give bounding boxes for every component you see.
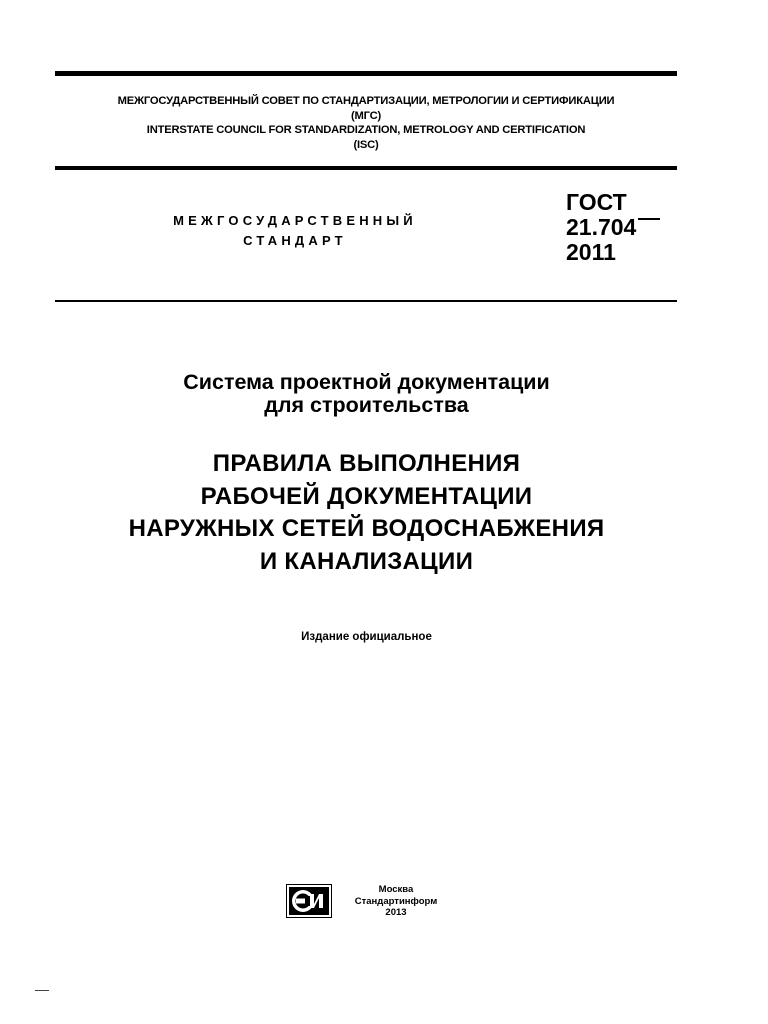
gost-number: 21.704 <box>566 214 637 240</box>
edition-note: Издание официальное <box>301 631 432 643</box>
council-abbr-en: (ISC) <box>353 138 379 151</box>
standard-type-label <box>120 211 470 251</box>
gost-label: ГОСТ <box>566 189 627 215</box>
document-title-line4: И КАНАЛИЗАЦИИ <box>259 547 474 575</box>
standartinform-logo-icon <box>286 884 332 918</box>
gost-dash <box>638 218 660 220</box>
council-name-en: INTERSTATE COUNCIL FOR STANDARDIZATION, METROLOGY AND CERTIFICATION <box>146 124 586 137</box>
corner-mark <box>35 990 49 991</box>
document-title <box>0 448 733 578</box>
document-title-line3: НАРУЖНЫХ СЕТЕЙ ВОДОСНАБЖЕНИЯ <box>128 515 605 542</box>
gost-designation <box>566 190 660 265</box>
lower-rule <box>55 300 677 302</box>
system-title-line2: для строительства <box>264 393 469 417</box>
council-header <box>55 94 677 152</box>
publisher-year: 2013 <box>385 907 407 918</box>
publisher-city: Москва <box>378 884 414 895</box>
council-name-ru: МЕЖГОСУДАРСТВЕННЫЙ СОВЕТ ПО СТАНДАРТИЗАЦИИ, МЕТРОЛОГИИ И СЕРТИФИКАЦИИ <box>117 95 615 107</box>
standard-type-line2: СТАНДАРТ <box>243 233 347 248</box>
top-rule <box>55 71 677 76</box>
council-abbr-ru: (МГС) <box>350 109 382 122</box>
standard-type-line1: МЕЖГОСУДАРСТВЕННЫЙ <box>173 213 417 228</box>
system-title-line1: Система проектной документации <box>183 370 550 394</box>
system-title <box>0 371 733 417</box>
gost-number-line <box>566 215 660 240</box>
middle-rule <box>55 166 677 170</box>
document-title-line2: РАБОЧЕЙ ДОКУМЕНТАЦИИ <box>200 482 533 510</box>
document-title-line1: ПРАВИЛА ВЫПОЛНЕНИЯ <box>212 450 521 477</box>
publisher-info <box>340 884 452 919</box>
publisher-name: Стандартинформ <box>354 895 438 907</box>
gost-year: 2011 <box>566 239 616 265</box>
